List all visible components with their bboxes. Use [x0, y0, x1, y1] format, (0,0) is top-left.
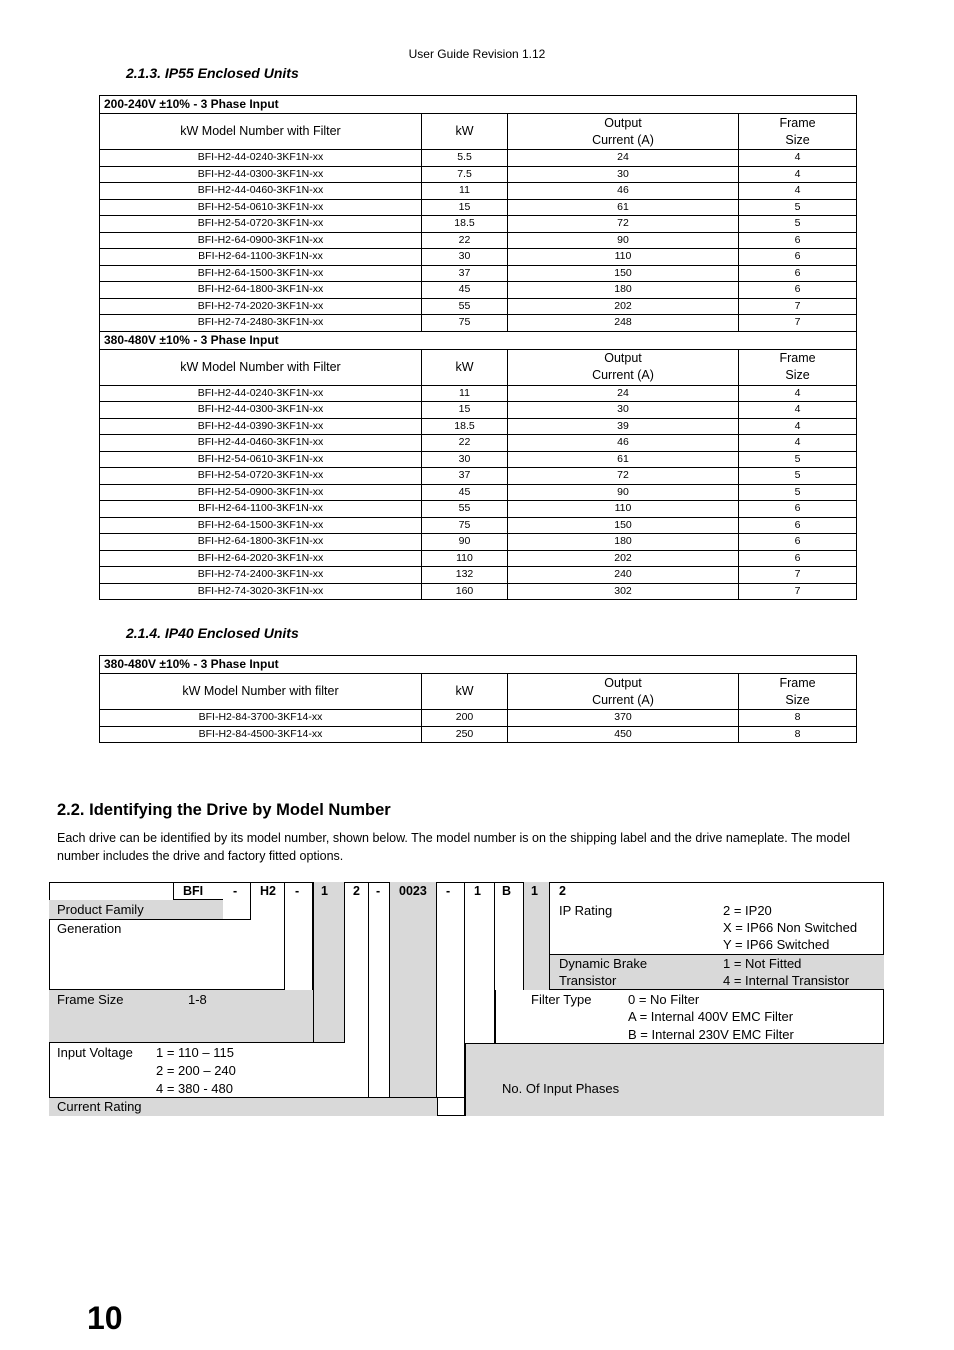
table-cell: BFI-H2-74-2020-3KF1N-xx: [100, 298, 422, 315]
table-cell: 150: [508, 265, 739, 282]
frame-size-value: 1-8: [188, 992, 207, 1007]
table-row: [100, 265, 857, 282]
table-cell: 4: [739, 385, 857, 402]
table-cell: 5: [739, 451, 857, 468]
column-header: kW Model Number with Filter: [100, 114, 422, 150]
ip40-table: [99, 655, 857, 743]
column-header: Output Current (A): [508, 114, 739, 150]
table-row: [100, 216, 857, 233]
ip55-table: [99, 95, 857, 600]
table-cell: 46: [508, 183, 739, 200]
table-cell: BFI-H2-44-0460-3KF1N-xx: [100, 183, 422, 200]
table-cell: 61: [508, 199, 739, 216]
dynamic-brake-option: 1 = Not Fitted: [723, 956, 802, 971]
ip-rating-option: 2 = IP20: [723, 903, 772, 918]
table-cell: 18.5: [422, 418, 508, 435]
table-cell: 132: [422, 567, 508, 584]
table-row: [100, 385, 857, 402]
table-row: [100, 282, 857, 299]
table-cell: 7: [739, 315, 857, 332]
filter-option: A = Internal 400V EMC Filter: [628, 1009, 794, 1024]
table-cell: 7: [739, 583, 857, 600]
table-row: [100, 199, 857, 216]
table-cell: 7: [739, 298, 857, 315]
ip-rating-option: Y = IP66 Switched: [723, 937, 830, 952]
table-row: [100, 249, 857, 266]
table-cell: 55: [422, 298, 508, 315]
table-cell: 72: [508, 216, 739, 233]
table-cell: 5: [739, 216, 857, 233]
table-row: [100, 710, 857, 727]
identify-paragraph: Each drive can be identified by its model number, shown below. The model number is on the shipping label and the drive nameplate. The model number includes the drive and factory fitted options.: [57, 831, 851, 863]
table-cell: 15: [422, 199, 508, 216]
input-voltage-option: 2 = 200 – 240: [156, 1063, 236, 1078]
table-row: [100, 484, 857, 501]
table-cell: 110: [422, 550, 508, 567]
table-row: [100, 418, 857, 435]
table-cell: 46: [508, 435, 739, 452]
table-cell: 370: [508, 710, 739, 727]
frame-size-label: Frame Size: [57, 992, 124, 1007]
table-cell: 55: [422, 501, 508, 518]
column-header: Frame Size: [739, 349, 857, 385]
table-cell: 110: [508, 249, 739, 266]
table-cell: BFI-H2-44-0390-3KF1N-xx: [100, 418, 422, 435]
code-dash-4: -: [446, 884, 451, 898]
filter-option: 0 = No Filter: [628, 992, 700, 1007]
table-cell: 72: [508, 468, 739, 485]
table-row: [100, 315, 857, 332]
table-cell: 30: [422, 249, 508, 266]
table-cell: BFI-H2-44-0300-3KF1N-xx: [100, 166, 422, 183]
table-cell: 22: [422, 435, 508, 452]
column-header: kW: [422, 674, 508, 710]
table-row: [100, 451, 857, 468]
table-cell: 250: [422, 726, 508, 743]
current-rating-label: Current Rating: [57, 1099, 142, 1114]
table-cell: 5: [739, 484, 857, 501]
table-cell: 5: [739, 468, 857, 485]
code-input-voltage: 2: [353, 884, 360, 898]
voltage-group-label: 380-480V ±10% - 3 Phase Input: [100, 656, 857, 674]
table-cell: BFI-H2-64-1500-3KF1N-xx: [100, 517, 422, 534]
column-header: kW: [422, 114, 508, 150]
table-cell: 75: [422, 517, 508, 534]
table-cell: BFI-H2-54-0900-3KF1N-xx: [100, 484, 422, 501]
table-row: [100, 150, 857, 167]
table-row: [100, 583, 857, 600]
table-cell: BFI-H2-64-1100-3KF1N-xx: [100, 249, 422, 266]
column-header: Frame Size: [739, 674, 857, 710]
ip-rating-label: IP Rating: [559, 903, 613, 918]
ip55-section-title: 2.1.3. IP55 Enclosed Units: [126, 65, 299, 81]
filter-option: B = Internal 230V EMC Filter: [628, 1027, 794, 1042]
table-cell: 6: [739, 517, 857, 534]
table-row: [100, 298, 857, 315]
table-cell: BFI-H2-64-1500-3KF1N-xx: [100, 265, 422, 282]
table-row: [100, 567, 857, 584]
table-cell: 450: [508, 726, 739, 743]
table-cell: BFI-H2-64-1800-3KF1N-xx: [100, 282, 422, 299]
table-header-row: [100, 114, 857, 150]
table-cell: BFI-H2-84-4500-3KF14-xx: [100, 726, 422, 743]
table-cell: BFI-H2-64-1800-3KF1N-xx: [100, 534, 422, 551]
table-row: [100, 517, 857, 534]
table-cell: 240: [508, 567, 739, 584]
dynamic-brake-label: Dynamic Brake: [559, 956, 648, 971]
code-brake: 1: [531, 884, 538, 898]
dynamic-brake-option: 4 = Internal Transistor: [723, 973, 850, 988]
table-row: [100, 468, 857, 485]
column-header: kW Model Number with filter: [100, 674, 422, 710]
table-row: [100, 550, 857, 567]
table-cell: 15: [422, 402, 508, 419]
voltage-group-label: 200-240V ±10% - 3 Phase Input: [100, 96, 857, 114]
table-cell: BFI-H2-74-2400-3KF1N-xx: [100, 567, 422, 584]
table-cell: 200: [422, 710, 508, 727]
table-cell: 7: [739, 567, 857, 584]
revision-header: User Guide Revision 1.12: [408, 47, 546, 61]
input-phases-label: No. Of Input Phases: [502, 1081, 620, 1096]
input-voltage-label: Input Voltage: [57, 1045, 133, 1060]
table-cell: 39: [508, 418, 739, 435]
table-cell: BFI-H2-64-2020-3KF1N-xx: [100, 550, 422, 567]
ip-rating-option: X = IP66 Non Switched: [723, 920, 858, 935]
table-cell: 22: [422, 232, 508, 249]
table-row: [100, 435, 857, 452]
table-cell: 6: [739, 232, 857, 249]
identify-heading: 2.2. Identifying the Drive by Model Number: [57, 801, 391, 819]
column-header: Output Current (A): [508, 674, 739, 710]
generation-label: Generation: [57, 921, 122, 936]
table-cell: 8: [739, 726, 857, 743]
table-cell: 4: [739, 402, 857, 419]
ip40-section-title: 2.1.4. IP40 Enclosed Units: [126, 625, 299, 641]
table-cell: BFI-H2-64-1100-3KF1N-xx: [100, 501, 422, 518]
table-cell: 45: [422, 282, 508, 299]
table-cell: 5.5: [422, 150, 508, 167]
table-cell: 6: [739, 249, 857, 266]
column-header: kW: [422, 349, 508, 385]
table-cell: 90: [508, 232, 739, 249]
code-dash-3: -: [376, 884, 381, 898]
model-number-diagram: [49, 882, 884, 1116]
code-ip-rating: 2: [559, 884, 566, 898]
table-cell: BFI-H2-84-3700-3KF14-xx: [100, 710, 422, 727]
table-cell: 4: [739, 435, 857, 452]
table-row: [100, 534, 857, 551]
voltage-group-label: 380-480V ±10% - 3 Phase Input: [100, 331, 857, 349]
dynamic-brake-label: Transistor: [559, 973, 617, 988]
table-cell: BFI-H2-74-3020-3KF1N-xx: [100, 583, 422, 600]
table-cell: 5: [739, 199, 857, 216]
code-current-rating: 0023: [399, 884, 427, 898]
table-row: [100, 166, 857, 183]
input-voltage-option: 1 = 110 – 115: [156, 1045, 234, 1060]
table-cell: 30: [508, 402, 739, 419]
code-filter: B: [502, 884, 512, 898]
table-cell: BFI-H2-54-0720-3KF1N-xx: [100, 216, 422, 233]
code-dash-1: -: [233, 884, 238, 898]
table-cell: 248: [508, 315, 739, 332]
table-row: [100, 726, 857, 743]
page-number: 10: [87, 1300, 123, 1336]
table-cell: 202: [508, 298, 739, 315]
table-cell: 30: [508, 166, 739, 183]
table-row: [100, 232, 857, 249]
table-group-row: [100, 96, 857, 114]
table-cell: 180: [508, 534, 739, 551]
table-cell: 30: [422, 451, 508, 468]
table-group-row: [100, 331, 857, 349]
table-cell: 180: [508, 282, 739, 299]
table-cell: 160: [422, 583, 508, 600]
table-cell: BFI-H2-44-0460-3KF1N-xx: [100, 435, 422, 452]
table-row: [100, 183, 857, 200]
code-generation: H2: [260, 884, 276, 898]
code-frame-size: 1: [321, 884, 328, 898]
table-cell: BFI-H2-74-2480-3KF1N-xx: [100, 315, 422, 332]
table-cell: 7.5: [422, 166, 508, 183]
table-cell: BFI-H2-44-0240-3KF1N-xx: [100, 385, 422, 402]
product-family-label: Product Family: [57, 902, 144, 917]
table-cell: 45: [422, 484, 508, 501]
table-cell: 110: [508, 501, 739, 518]
table-cell: BFI-H2-54-0610-3KF1N-xx: [100, 451, 422, 468]
table-cell: 6: [739, 282, 857, 299]
table-cell: 18.5: [422, 216, 508, 233]
code-dash-2: -: [295, 884, 300, 898]
table-cell: 202: [508, 550, 739, 567]
table-cell: 302: [508, 583, 739, 600]
table-cell: 11: [422, 183, 508, 200]
column-header: kW Model Number with Filter: [100, 349, 422, 385]
input-voltage-option: 4 = 380 - 480: [156, 1081, 233, 1096]
table-header-row: [100, 349, 857, 385]
table-cell: 4: [739, 166, 857, 183]
table-cell: 90: [422, 534, 508, 551]
table-cell: 61: [508, 451, 739, 468]
table-cell: 8: [739, 710, 857, 727]
table-cell: 4: [739, 183, 857, 200]
table-cell: 150: [508, 517, 739, 534]
table-cell: BFI-H2-44-0300-3KF1N-xx: [100, 402, 422, 419]
table-cell: 37: [422, 265, 508, 282]
table-header-row: [100, 674, 857, 710]
table-cell: 6: [739, 501, 857, 518]
code-product: BFI: [183, 884, 204, 898]
table-group-row: [100, 656, 857, 674]
table-cell: 4: [739, 150, 857, 167]
table-cell: 6: [739, 550, 857, 567]
table-cell: BFI-H2-64-0900-3KF1N-xx: [100, 232, 422, 249]
column-header: Frame Size: [739, 114, 857, 150]
table-row: [100, 501, 857, 518]
table-row: [100, 402, 857, 419]
table-cell: 37: [422, 468, 508, 485]
table-cell: 4: [739, 418, 857, 435]
table-cell: 75: [422, 315, 508, 332]
table-cell: 24: [508, 385, 739, 402]
column-header: Output Current (A): [508, 349, 739, 385]
table-cell: 6: [739, 534, 857, 551]
table-cell: 24: [508, 150, 739, 167]
table-cell: 11: [422, 385, 508, 402]
code-input-phases: 1: [474, 884, 481, 898]
table-cell: BFI-H2-54-0720-3KF1N-xx: [100, 468, 422, 485]
table-cell: BFI-H2-54-0610-3KF1N-xx: [100, 199, 422, 216]
table-cell: 6: [739, 265, 857, 282]
filter-type-label: Filter Type: [531, 992, 592, 1007]
table-cell: 90: [508, 484, 739, 501]
table-cell: BFI-H2-44-0240-3KF1N-xx: [100, 150, 422, 167]
